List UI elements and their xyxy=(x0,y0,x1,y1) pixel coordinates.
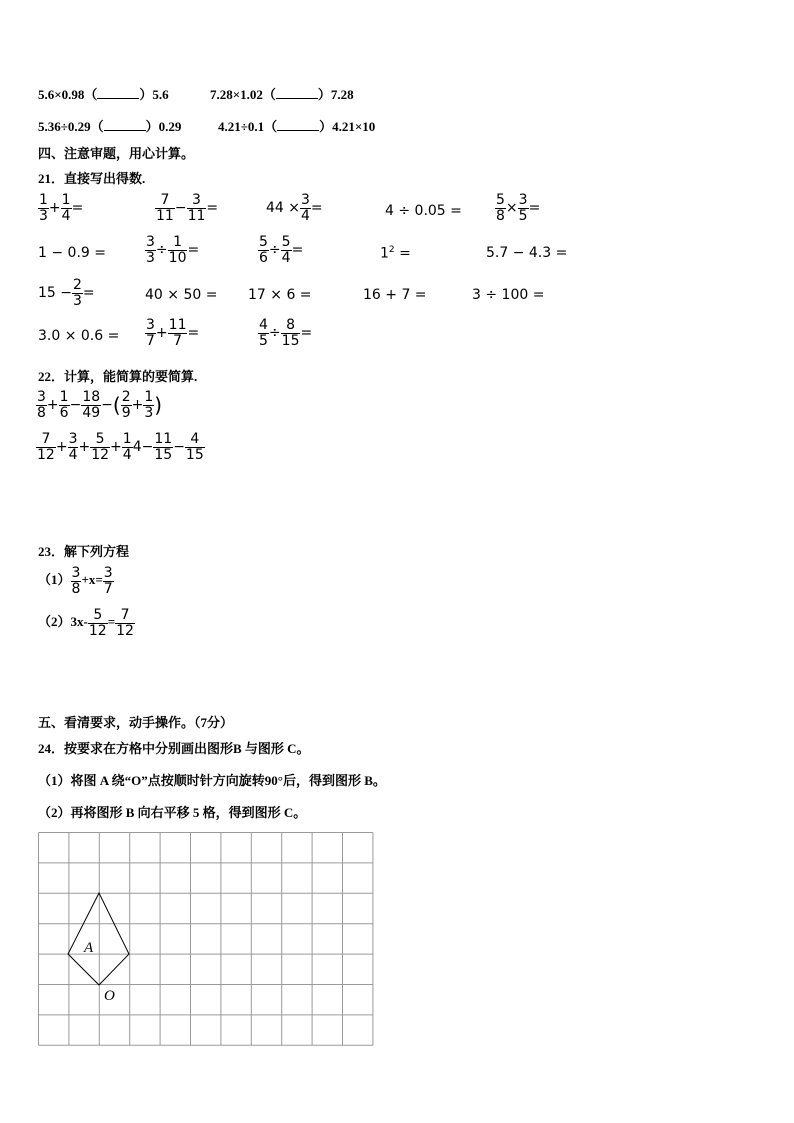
q21-item-11: 15 − $\frac{2}{3}$ = xyxy=(38,277,95,309)
q21-item-7: $\frac{3}{3}$ ÷ $\frac{1}{10}$ = xyxy=(146,234,200,266)
compare-right-text: ）4.21×10 xyxy=(319,119,376,134)
question-22-title: 22．计算，能简算的要简算. xyxy=(38,369,198,384)
q21-item-4: 4 ÷ 0.05 = xyxy=(385,203,462,219)
q24-step-2: （2）再将图形 B 向右平移 5 格，得到图形 C。 xyxy=(38,805,307,820)
q21-item-13: 17 × 6 = xyxy=(248,287,312,303)
q21-item-1: $\frac{1}{3}$ + $\frac{1}{4}$ = xyxy=(39,192,84,224)
q21-item-14: 16 + 7 = xyxy=(363,287,427,303)
q21-item-2: $\frac{7}{11}$ − $\frac{3}{11}$ = xyxy=(156,192,219,224)
q24-step-1: （1）将图 A 绕“O”点按顺时针方向旋转90°后，得到图形 B。 xyxy=(38,773,386,788)
q21-item-3: 44 × $\frac{3}{4}$ = xyxy=(266,192,323,224)
compare-item-4 xyxy=(218,116,375,135)
figure-a-label: A xyxy=(84,940,94,956)
compare-item-3 xyxy=(38,116,181,135)
q21-item-12: 40 × 50 = xyxy=(145,287,218,303)
q21-item-6: 1 − 0.9 = xyxy=(38,245,106,261)
compare-left-text: 7.28×1.02（ xyxy=(210,87,276,102)
drawing-grid[interactable] xyxy=(38,832,374,1046)
q21-item-8: $\frac{5}{6}$ ÷ $\frac{5}{4}$ = xyxy=(259,234,304,266)
q21-item-5: $\frac{5}{8}$ × $\frac{3}{5}$ = xyxy=(496,192,541,224)
compare-right-text: ）0.29 xyxy=(145,119,182,134)
q21-item-18: $\frac{4}{5}$ ÷ $\frac{8}{15}$ = xyxy=(259,317,313,349)
question-21-title: 21．直接写出得数. xyxy=(38,171,146,186)
equation-1: （1） $\frac{3}{8}$ +x= $\frac{3}{7}$ xyxy=(38,565,113,597)
q21-item-10: 5.7 − 4.3 = xyxy=(486,245,568,261)
figure-a-kite xyxy=(68,893,129,985)
question-24-title: 24．按要求在方格中分别画出图形B 与图形 C。 xyxy=(38,741,310,756)
compare-item-2 xyxy=(210,84,354,103)
question-23-title: 23．解下列方程 xyxy=(38,544,130,559)
equation-2: （2）3x- $\frac{5}{12}$ = $\frac{7}{12}$ xyxy=(38,607,134,639)
grid-lines xyxy=(39,833,373,1046)
q21-item-9: $1^2$ = xyxy=(380,245,411,262)
section-4-title: 四、注意审题，用心计算。 xyxy=(38,146,195,161)
q21-item-17: $\frac{3}{7}$ + $\frac{11}{7}$ = xyxy=(146,317,200,349)
compare-left-text: 5.36÷0.29（ xyxy=(38,119,104,134)
q21-item-16: 3.0 × 0.6 = xyxy=(38,328,120,344)
compare-right-text: ）7.28 xyxy=(317,87,354,102)
compare-left-text: 5.6×0.98（ xyxy=(38,87,98,102)
q22-expression-1: $\frac{3}{8}$ + $\frac{1}{6}$ − $\frac{18}{49}$ −( $\frac{2}{9}$ + $\frac{1}{3}$ ) xyxy=(37,389,163,421)
q21-item-15: 3 ÷ 100 = xyxy=(472,287,545,303)
answer-blank[interactable] xyxy=(277,119,319,131)
q22-expression-2: $\frac{7}{12}$ + $\frac{3}{4}$ + $\frac{5}{12}$ + $\frac{1}{4}$ 4− $\frac{11}{15}$ − $\frac{4}{15}$ xyxy=(37,431,204,463)
answer-blank[interactable] xyxy=(97,87,139,99)
compare-item-1 xyxy=(38,84,169,103)
compare-right-text: ）5.6 xyxy=(139,87,169,102)
compare-left-text: 4.21÷0.1（ xyxy=(218,119,278,134)
answer-blank[interactable] xyxy=(104,119,146,131)
point-o-label: O xyxy=(104,988,115,1004)
answer-blank[interactable] xyxy=(276,87,318,99)
section-5-title: 五、看清要求，动手操作。（7分） xyxy=(38,715,234,730)
